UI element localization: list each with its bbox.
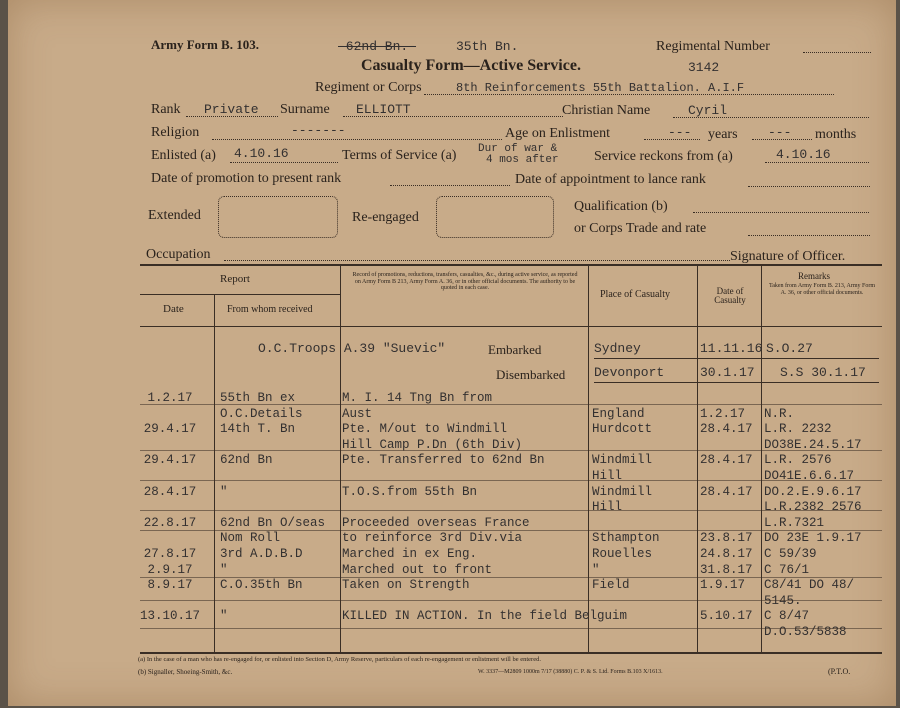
row-remarks: N.R. xyxy=(764,406,795,421)
from-header: From whom received xyxy=(227,304,313,315)
disembarked-label: Disembarked xyxy=(496,367,566,382)
age-months-line xyxy=(752,139,812,140)
terms-line-2: 4 mos after xyxy=(486,154,559,166)
row-place: Hill xyxy=(592,469,623,483)
extended-label: Extended xyxy=(148,208,201,223)
row-remarks: DO41E.6.6.17 xyxy=(764,469,855,483)
row-from: C.O.35th Bn xyxy=(220,578,303,593)
surname-value: ELLIOTT xyxy=(356,102,411,117)
row-rule xyxy=(140,577,882,578)
row-remarks: D.O.53/5838 xyxy=(764,625,847,639)
row-remarks: C 76/1 xyxy=(764,562,810,577)
regiment-line xyxy=(424,94,834,95)
row-from: " xyxy=(220,609,228,624)
date-header: Date xyxy=(163,303,184,315)
row-record: M. I. 14 Tng Bn from xyxy=(342,391,493,405)
row-rule xyxy=(140,628,882,629)
regimental-number-label: Regimental Number xyxy=(656,39,770,54)
remarks-header: Remarks xyxy=(798,271,830,281)
row-casualty-date: 5.10.17 xyxy=(700,609,753,624)
table-bottom-rule xyxy=(140,652,882,654)
row-rule xyxy=(140,404,882,405)
embark-from: O.C.Troops A.39 "Suevic" xyxy=(258,341,446,356)
qualification-label: Qualification (b) xyxy=(574,199,668,214)
row-date: 28.4.17 xyxy=(143,484,197,499)
row-remarks: 5145. xyxy=(764,593,802,608)
reckons-value: 4.10.16 xyxy=(776,147,831,162)
form-title: Casualty Form—Active Service. xyxy=(361,57,581,74)
lance-label: Date of appointment to lance rank xyxy=(515,172,706,187)
religion-line xyxy=(212,139,502,140)
disembark-date: 30.1.17 xyxy=(700,365,755,380)
report-header: Report xyxy=(220,273,250,285)
footnote-b: (b) Signaller, Shoeing-Smith, &c. xyxy=(138,668,233,676)
row-date: 13.10.17 xyxy=(139,609,200,624)
terms-label: Terms of Service (a) xyxy=(342,148,457,163)
disembark-remark: S.S 30.1.17 xyxy=(780,365,866,380)
reckons-line xyxy=(765,162,869,163)
row-from: 3rd A.D.B.D xyxy=(220,547,303,561)
row-from: Nom Roll xyxy=(220,531,281,546)
row-place: Field xyxy=(592,578,630,593)
table-top-rule xyxy=(140,264,882,266)
occupation-line xyxy=(224,260,730,261)
row-place: Rouelles xyxy=(592,547,653,561)
enlisted-value: 4.10.16 xyxy=(234,146,289,161)
rank-line xyxy=(186,116,278,117)
age-label: Age on Enlistment xyxy=(505,126,610,141)
row-record: to reinforce 3rd Div.via xyxy=(342,531,523,546)
row-place: Windmill xyxy=(592,453,653,468)
surname-label: Surname xyxy=(280,102,330,117)
row-from: 62nd Bn O/seas xyxy=(220,515,326,530)
casualty-form-page xyxy=(8,0,896,706)
pto: (P.T.O. xyxy=(828,667,851,676)
row-from: 55th Bn ex xyxy=(220,391,296,405)
age-months: --- xyxy=(768,125,792,140)
form-name: Army Form B. 103. xyxy=(151,37,259,52)
record-header: Record of promotions, reductions, transfers, casualties, &c., during active service, as reported on Army Form B 213, Army Form A. 36, or in other official documents. The authority to be quoted in each case. xyxy=(352,272,578,292)
printer-line: W. 3337—M2809 1000m 7/17 (38880) C. P. & S. Ltd. Forms B.103 X/1613. xyxy=(478,669,663,675)
age-years: --- xyxy=(668,125,692,140)
regiment-value: 8th Reinforcements 55th Battalion. A.I.F xyxy=(456,81,745,95)
row-remarks: DO.2.E.9.6.17 xyxy=(764,484,862,499)
corps-trade-label: or Corps Trade and rate xyxy=(574,221,707,236)
occupation-label: Occupation xyxy=(146,247,211,262)
corps-trade-line xyxy=(748,235,870,236)
row-remarks: C 8/47 xyxy=(764,609,810,624)
regiment-label: Regiment or Corps xyxy=(315,80,422,95)
row-rule xyxy=(140,510,882,511)
years-label: years xyxy=(708,127,738,142)
row-casualty-date: 24.8.17 xyxy=(700,547,753,561)
reengaged-box xyxy=(436,196,554,238)
age-years-line xyxy=(644,139,700,140)
row-remarks: DO38E.24.5.17 xyxy=(764,437,862,452)
religion-label: Religion xyxy=(151,125,200,140)
row-record: Hill Camp P.Dn (6th Div) xyxy=(342,437,523,452)
row-place: Hurdcott xyxy=(592,422,653,437)
row-date: 29.4.17 xyxy=(143,453,197,468)
row-remarks: DO 23E 1.9.17 xyxy=(764,531,862,546)
row-date: 8.9.17 xyxy=(147,578,193,593)
signature-label: Signature of Officer. xyxy=(730,249,846,264)
row-record: Proceeded overseas France xyxy=(342,515,530,530)
embark-date: 11.11.16 xyxy=(700,341,763,356)
christian-name-label: Christian Name xyxy=(562,103,651,118)
row-record: Taken on Strength xyxy=(342,578,470,593)
row-remarks: L.R. 2232 xyxy=(764,422,832,437)
row-record: Marched in ex Eng. xyxy=(342,547,478,561)
rank-value: Private xyxy=(204,102,259,117)
row-from: O.C.Details xyxy=(220,406,303,421)
embark-rule xyxy=(594,358,879,359)
enlisted-line xyxy=(230,162,338,163)
row-record: KILLED IN ACTION. In the field Belguim xyxy=(342,609,628,624)
reengaged-label: Re-engaged xyxy=(352,210,419,225)
row-casualty-date: 1.9.17 xyxy=(700,578,746,593)
row-from: " xyxy=(220,562,228,577)
extended-box xyxy=(218,196,338,238)
terms-line-1: Dur of war & xyxy=(478,143,558,155)
row-rule xyxy=(140,480,882,481)
christian-name-line xyxy=(673,117,869,118)
row-casualty-date: 28.4.17 xyxy=(700,484,753,499)
disembark-rule xyxy=(594,382,879,383)
qualification-line xyxy=(693,212,869,213)
row-remarks: C8/41 DO 48/ xyxy=(764,578,855,593)
embark-remark: S.O.27 xyxy=(766,341,813,356)
row-from: 14th T. Bn xyxy=(220,422,296,437)
row-date: 22.8.17 xyxy=(143,515,197,530)
col-divider-1 xyxy=(214,294,215,652)
lance-line xyxy=(748,186,870,187)
row-casualty-date: 28.4.17 xyxy=(700,422,753,437)
row-casualty-date: 31.8.17 xyxy=(700,562,753,577)
row-place: Sthampton xyxy=(592,531,660,546)
row-record: Aust xyxy=(342,406,373,421)
report-header-rule xyxy=(140,294,340,295)
row-rule xyxy=(140,600,882,601)
row-date: 29.4.17 xyxy=(143,422,197,437)
row-remarks: L.R. 2576 xyxy=(764,453,832,468)
battalion: 35th Bn. xyxy=(456,39,519,54)
row-rule xyxy=(140,530,882,531)
row-rule xyxy=(140,450,882,451)
row-date: 1.2.17 xyxy=(147,391,193,405)
enlisted-label: Enlisted (a) xyxy=(151,148,216,163)
row-casualty-date: 23.8.17 xyxy=(700,531,753,546)
row-place: Windmill xyxy=(592,484,653,499)
row-place: Hill xyxy=(592,500,623,515)
row-remarks: C 59/39 xyxy=(764,547,817,561)
row-place: England xyxy=(592,406,645,421)
row-record: T.O.S.from 55th Bn xyxy=(342,484,478,499)
promotion-line xyxy=(390,185,510,186)
place-header: Place of Casualty xyxy=(600,289,670,300)
col-divider-2 xyxy=(340,264,341,652)
row-remarks: L.R.2382 2576 xyxy=(764,500,862,515)
reckons-label: Service reckons from (a) xyxy=(594,149,733,164)
row-date: 2.9.17 xyxy=(147,562,193,577)
row-from: " xyxy=(220,484,228,499)
rank-label: Rank xyxy=(151,102,181,117)
row-date: 27.8.17 xyxy=(143,547,197,561)
row-casualty-date: 28.4.17 xyxy=(700,453,753,468)
footnote-a: (a) In the case of a man who has re-engaged for, or enlisted into Section D, Army Reserve, particulars of each re-engagement or enlistment will be entered. xyxy=(138,656,541,663)
row-casualty-date: 1.2.17 xyxy=(700,406,746,421)
regimental-number-line xyxy=(803,52,871,53)
surname-line xyxy=(343,116,563,117)
row-record: Marched out to front xyxy=(342,562,493,577)
col-divider-4 xyxy=(697,264,698,652)
date-casualty-header: Date of Casualty xyxy=(714,286,746,306)
row-place: " xyxy=(592,562,600,577)
row-record: Pte. Transferred to 62nd Bn xyxy=(342,453,545,468)
row-from: 62nd Bn xyxy=(220,453,273,468)
regimental-number: 3142 xyxy=(688,60,720,75)
battalion-struck: -62nd Bn.- xyxy=(338,39,417,54)
months-label: months xyxy=(815,127,857,142)
promotion-label: Date of promotion to present rank xyxy=(151,171,342,186)
christian-name-value: Cyril xyxy=(688,103,728,118)
disembark-place: Devonport xyxy=(594,365,665,380)
embarked-label: Embarked xyxy=(488,342,542,357)
row-record: Pte. M/out to Windmill xyxy=(342,422,508,437)
embark-place: Sydney xyxy=(594,341,641,356)
table-header-bottom-rule xyxy=(140,326,882,327)
remarks-subheader: Taken from Army Form B. 213, Army Form A. 36, or other official documents. xyxy=(768,283,876,296)
religion-value: ------- xyxy=(291,123,346,138)
row-remarks: L.R.7321 xyxy=(764,515,825,530)
